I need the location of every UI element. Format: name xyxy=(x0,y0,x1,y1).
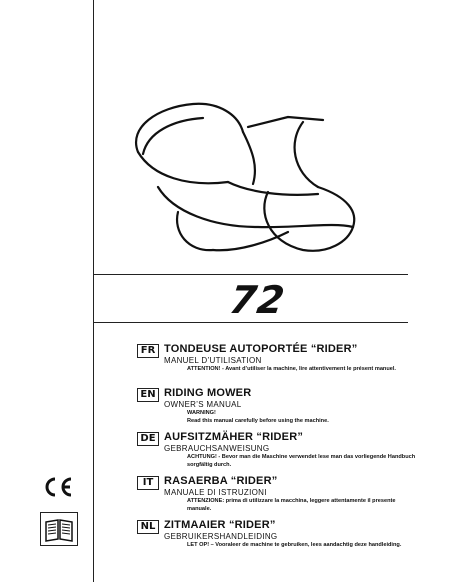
lang-subtitle: GEBRUIKERSHANDLEIDING xyxy=(164,532,278,541)
lang-code: DE xyxy=(137,432,159,446)
lang-code: EN xyxy=(137,388,159,402)
lang-warning: ATTENTION! - Avant d’utiliser la machine, lire attentivement le présent manuel. xyxy=(187,366,396,372)
riding-mower-illustration xyxy=(118,92,368,260)
lang-title: RASAERBA “RIDER” xyxy=(164,475,278,487)
lang-warning: Read this manual carefully before using the machine. xyxy=(187,418,329,424)
read-manual-book-icon xyxy=(40,512,78,546)
lang-subtitle: OWNER’S MANUAL xyxy=(164,400,242,409)
model-number: 72 xyxy=(226,278,288,322)
lang-title: TONDEUSE AUTOPORTÉE “RIDER” xyxy=(164,343,358,355)
lang-warning-head: WARNING! xyxy=(187,410,216,416)
lang-warning: ATTENZIONE: prima di utilizzare la macchina, leggere attentamente il presente manuale. xyxy=(187,498,396,512)
top-divider xyxy=(93,274,408,275)
lang-warning: LET OP! – Vooraleer de machine te gebruiken, lees aandachtig deze handleiding. xyxy=(187,542,402,548)
bottom-divider xyxy=(93,322,408,323)
lang-title: ZITMAAIER “RIDER” xyxy=(164,519,276,531)
ce-mark-icon xyxy=(40,475,76,499)
lang-title: AUFSITZMÄHER “RIDER” xyxy=(164,431,304,443)
lang-subtitle: GEBRAUCHSANWEISUNG xyxy=(164,444,270,453)
lang-code: IT xyxy=(137,476,159,490)
lang-subtitle: MANUALE DI ISTRUZIONI xyxy=(164,488,267,497)
lang-code: FR xyxy=(137,344,159,358)
lang-code: NL xyxy=(137,520,159,534)
lang-subtitle: MANUEL D’UTILISATION xyxy=(164,356,262,365)
vertical-rule xyxy=(93,0,94,582)
lang-warning: ACHTUNG! - Bevor man die Maschine verwendet lese man das vorliegende Handbuch sorgfältig durch. xyxy=(187,454,416,468)
lang-title: RIDING MOWER xyxy=(164,387,252,399)
